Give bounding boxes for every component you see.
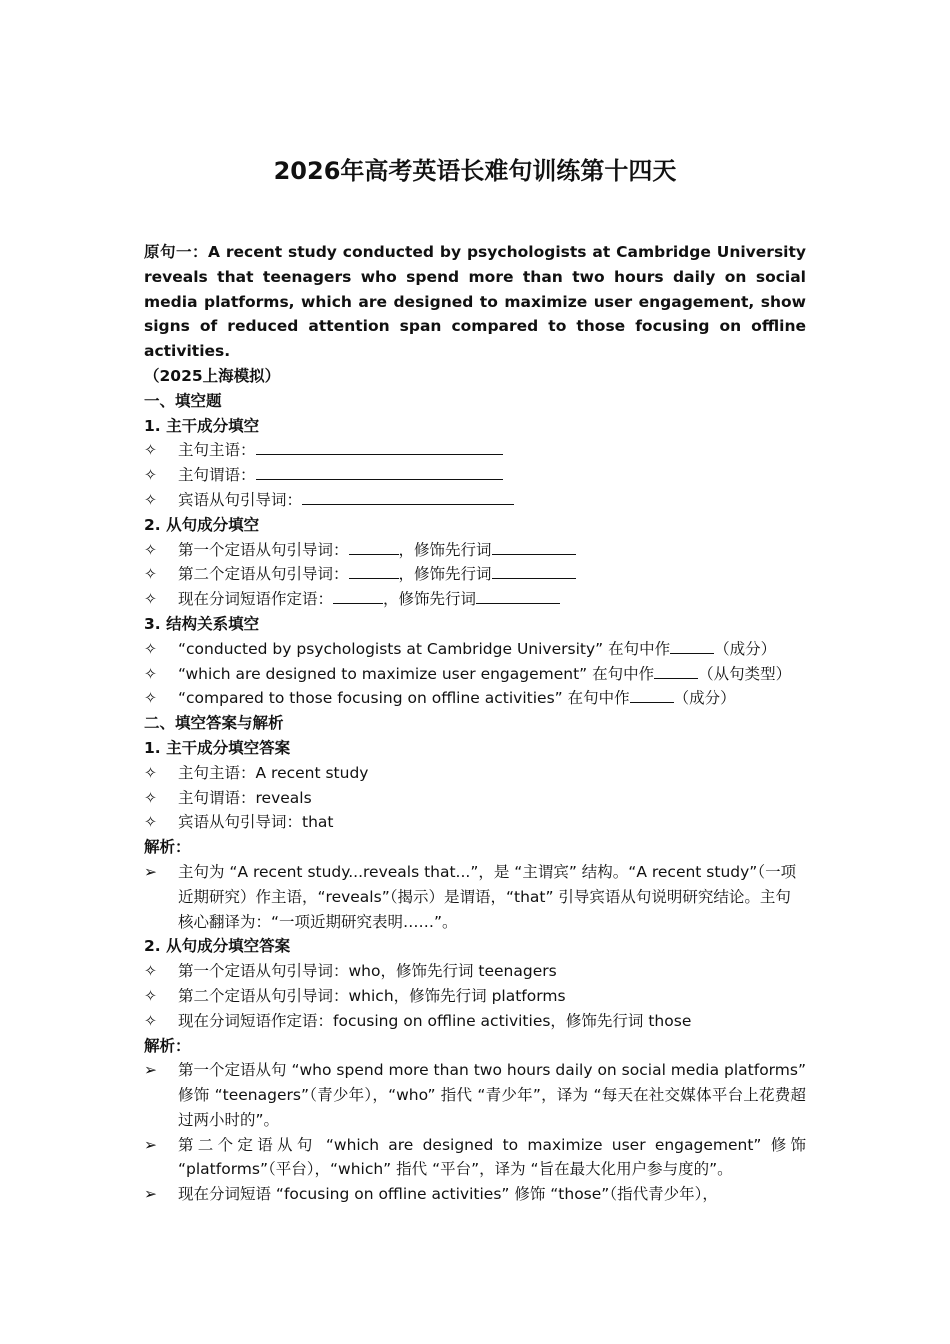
diamond-icon: ✧ (144, 763, 157, 782)
diamond-icon: ✧ (144, 962, 157, 981)
list-item (144, 438, 806, 463)
item-text: 第二个定语从句引导词：which，修饰先行词 platforms (178, 986, 566, 1005)
part2-heading: 二、填空答案与解析 (144, 714, 284, 733)
arrow-icon: ➢ (144, 1061, 157, 1080)
list-item (144, 463, 806, 488)
item-text: （成分） (673, 689, 736, 708)
item-text: 宾语从句引导词：that (178, 813, 334, 832)
item-text: ，修饰先行词 (398, 540, 492, 559)
answer-blank (630, 688, 674, 703)
answer-blank (349, 564, 399, 579)
item-text: 第一个定语从句引导词： (178, 540, 349, 559)
answer-blank (349, 540, 399, 555)
list-item (144, 587, 806, 612)
analysis-item (144, 1182, 806, 1207)
analysis-text: 第一个定语从句 “who spend more than two hours daily on social media platforms” 修饰 “teenagers”（青少年），“who” 指代 “青少年”，译为 “每天在社交媒体平台上花费超过两小时的”。 (178, 1061, 806, 1129)
diamond-icon: ✧ (144, 813, 157, 832)
diamond-icon: ✧ (144, 565, 157, 584)
diamond-icon: ✧ (144, 590, 157, 609)
part1-heading: 一、填空题 (144, 391, 222, 410)
answer-blank (476, 589, 560, 604)
list-item (144, 562, 806, 587)
answer-blank (492, 564, 576, 579)
item-text: 主句主语： (178, 441, 256, 460)
diamond-icon: ✧ (144, 639, 157, 658)
list-item (144, 959, 806, 984)
list-item (144, 637, 806, 662)
analysis-text: 第二个定语从句 “which are designed to maximize user engagement” 修饰 “platforms”（平台），“which” 指代 “平台”，译为 “旨在最大化用户参与度的”。 (178, 1135, 806, 1179)
item-text: （成分） (714, 639, 777, 658)
item-text: “compared to those focusing on offline activities” 在句中作 (178, 689, 630, 708)
item-text: “conducted by psychologists at Cambridge University” 在句中作 (178, 639, 671, 658)
diamond-icon: ✧ (144, 490, 157, 509)
item-text: 主句主语：A recent study (178, 763, 369, 782)
arrow-icon: ➢ (144, 1185, 157, 1204)
analysis-label: 解析： (144, 838, 191, 857)
item-text: 宾语从句引导词： (178, 490, 303, 509)
list-item (144, 662, 806, 687)
list-item (144, 686, 806, 711)
list-item (144, 810, 806, 835)
answer-blank (333, 589, 383, 604)
item-text: ，修饰先行词 (398, 565, 492, 584)
part2-sec1-heading: 1. 主干成分填空答案 (144, 738, 291, 757)
original-source: （2025上海模拟） (144, 366, 281, 385)
analysis-label: 解析： (144, 1036, 191, 1055)
list-item (144, 488, 806, 513)
analysis-item (144, 860, 806, 934)
list-item (144, 761, 806, 786)
part1-sec3-heading: 3. 结构关系填空 (144, 614, 260, 633)
answer-blank (302, 490, 514, 505)
item-text: 第二个定语从句引导词： (178, 565, 349, 584)
answer-blank (654, 664, 698, 679)
item-text: 第一个定语从句引导词：who，修饰先行词 teenagers (178, 962, 557, 981)
analysis-text: 现在分词短语 “focusing on offline activities” 修饰 “those”（指代青少年）， (178, 1185, 718, 1204)
diamond-icon: ✧ (144, 986, 157, 1005)
original-label: 原句一： (144, 243, 208, 261)
document-body (144, 240, 806, 1207)
analysis-text: 主句为 “A recent study...reveals that...”，是 “主谓宾” 结构。“A recent study”（一项近期研究）作主语，“reveals”（揭示）是谓语，“that” 引导宾语从句说明研究结论。主句核心翻译为：“一项近期研究表明……”。 (178, 862, 797, 931)
arrow-icon: ➢ (144, 862, 157, 881)
item-text: 现在分词短语作定语： (178, 590, 334, 609)
part2-sec2-heading: 2. 从句成分填空答案 (144, 937, 291, 956)
analysis-item (144, 1133, 806, 1183)
item-text: ，修饰先行词 (383, 590, 477, 609)
list-item (144, 786, 806, 811)
original-text: A recent study conducted by psychologists at Cambridge University reveals that teenagers who spend more than two hours daily on social media platforms, which are designed to maximize user engagement, show signs of reduced attention span compared to those focusing on offline activities. (144, 243, 806, 361)
list-item (144, 538, 806, 563)
diamond-icon: ✧ (144, 689, 157, 708)
diamond-icon: ✧ (144, 664, 157, 683)
diamond-icon: ✧ (144, 540, 157, 559)
part1-sec2-heading: 2. 从句成分填空 (144, 515, 260, 534)
diamond-icon: ✧ (144, 466, 157, 485)
item-text: “which are designed to maximize user engagement” 在句中作 (178, 664, 655, 683)
part1-sec1-heading: 1. 主干成分填空 (144, 416, 260, 435)
analysis-item (144, 1058, 806, 1132)
diamond-icon: ✧ (144, 788, 157, 807)
answer-blank (256, 465, 503, 480)
item-text: 现在分词短语作定语：focusing on offline activities，修饰先行词 those (178, 1011, 692, 1030)
page-title: 2026年高考英语长难句训练第十四天 (273, 157, 677, 185)
diamond-icon: ✧ (144, 1011, 157, 1030)
list-item (144, 1009, 806, 1034)
list-item (144, 984, 806, 1009)
original-sentence (144, 240, 806, 389)
arrow-icon: ➢ (144, 1135, 157, 1154)
item-text: （从句类型） (698, 664, 792, 683)
item-text: 主句谓语：reveals (178, 788, 312, 807)
answer-blank (670, 639, 714, 654)
answer-blank (256, 440, 503, 455)
diamond-icon: ✧ (144, 441, 157, 460)
item-text: 主句谓语： (178, 466, 256, 485)
answer-blank (492, 540, 576, 555)
